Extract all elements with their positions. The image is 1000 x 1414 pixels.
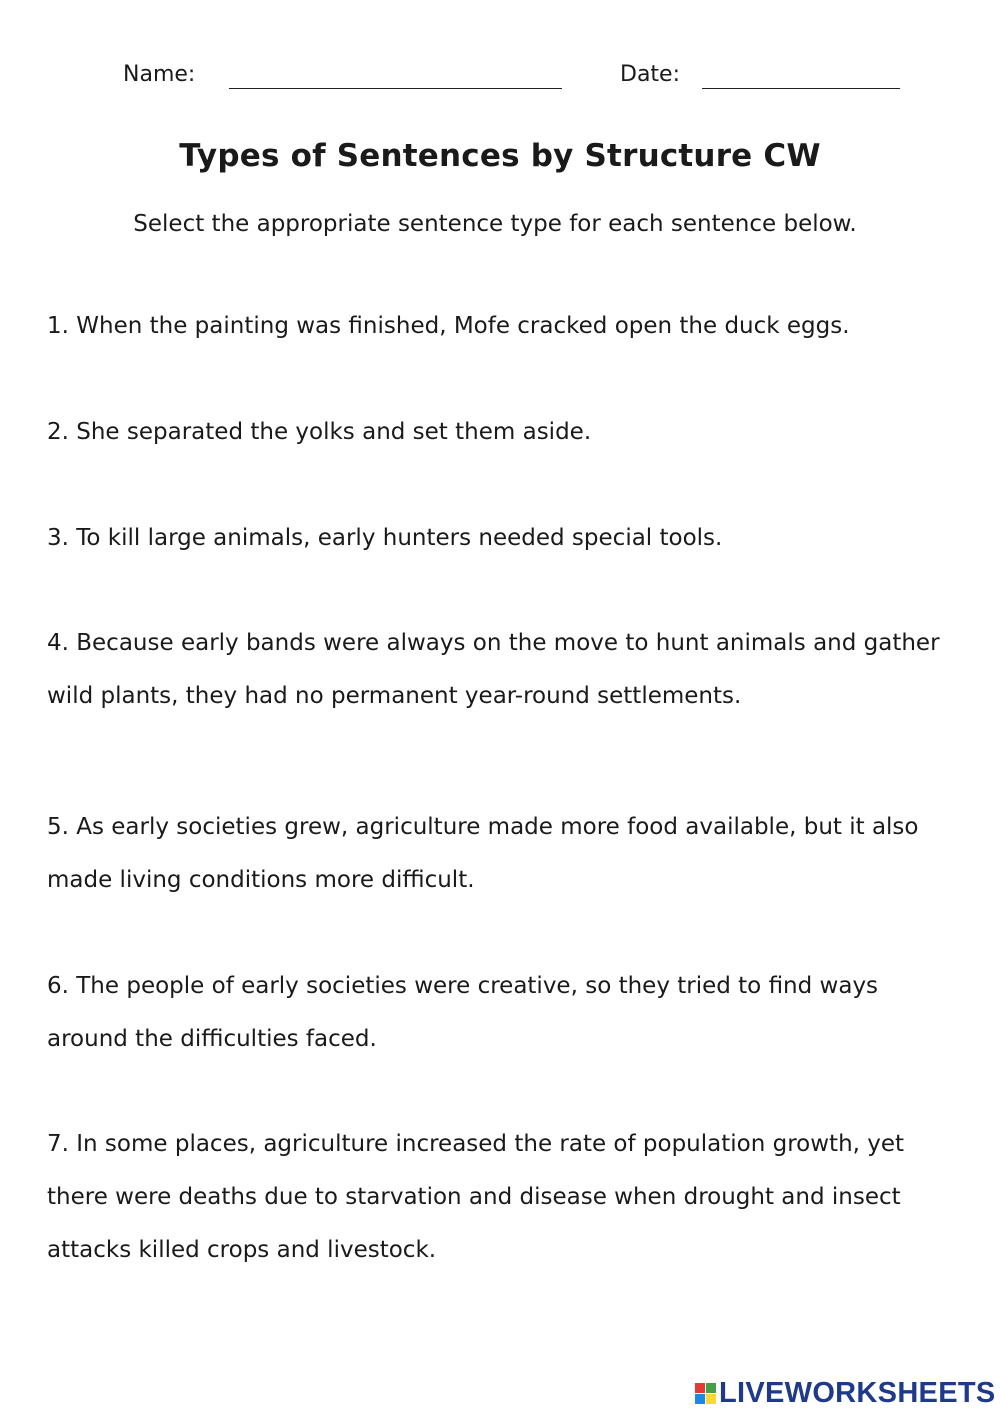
logo-square-3 bbox=[695, 1394, 705, 1404]
logo-square-2 bbox=[706, 1383, 716, 1393]
question-7: 7. In some places, agriculture increased the rate of population growth, yet there were deaths due to starvation and disease when drought and insect attacks killed crops and livestock. bbox=[47, 1131, 905, 1263]
logo-square-4 bbox=[706, 1394, 716, 1404]
logo-square-1 bbox=[695, 1383, 705, 1393]
date-field-line[interactable] bbox=[702, 88, 900, 89]
name-field-line[interactable] bbox=[229, 88, 562, 89]
question-5: 5. As early societies grew, agriculture made more food available, but it also made living conditions more difficult. bbox=[47, 814, 919, 893]
name-label: Name: bbox=[123, 62, 196, 87]
question-1: 1. When the painting was finished, Mofe cracked open the duck eggs. bbox=[47, 313, 850, 339]
instructions: Select the appropriate sentence type for each sentence below. bbox=[133, 211, 857, 237]
question-4: 4. Because early bands were always on the move to hunt animals and gather wild plants, they had no permanent year-round settlements. bbox=[47, 630, 940, 709]
watermark-text: LIVEWORKSHEETS bbox=[719, 1377, 996, 1409]
page-title: Types of Sentences by Structure CW bbox=[179, 138, 821, 174]
date-label: Date: bbox=[620, 62, 680, 87]
question-6: 6. The people of early societies were creative, so they tried to find ways around the difficulties faced. bbox=[47, 973, 879, 1052]
liveworksheets-watermark bbox=[695, 1378, 996, 1408]
liveworksheets-logo-icon bbox=[695, 1383, 716, 1404]
header-row bbox=[0, 60, 1000, 94]
question-2: 2. She separated the yolks and set them aside. bbox=[47, 419, 592, 445]
question-3: 3. To kill large animals, early hunters needed special tools. bbox=[47, 525, 723, 551]
